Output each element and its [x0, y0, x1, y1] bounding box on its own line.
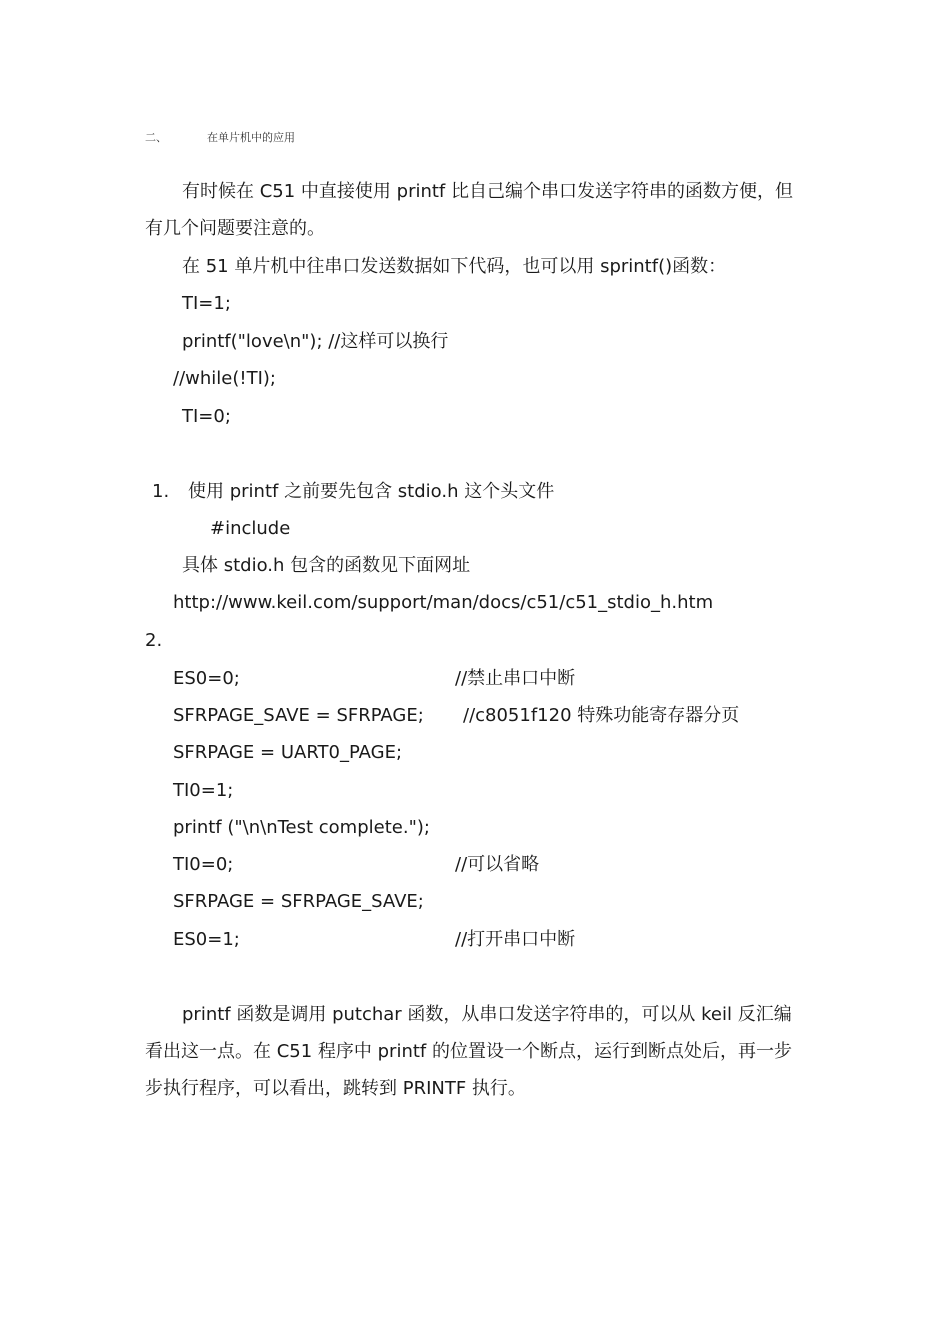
intro-line-1: 有时候在 C51 中直接使用 printf 比自己编个串口发送字符串的函数方便，但	[182, 181, 793, 202]
intro-line-2: 有几个问题要注意的。	[145, 218, 325, 239]
code1-line-2: printf("love\n"); //这样可以换行	[182, 331, 449, 352]
item2-code-stmt: SFRPAGE = UART0_PAGE;	[173, 742, 403, 763]
outro-line-1: printf 函数是调用 putchar 函数，从串口发送字符串的，可以从 keil 反汇编	[182, 1004, 792, 1025]
item2-code-comment: //打开串口中断	[455, 929, 576, 950]
item2-code-stmt: SFRPAGE = SFRPAGE_SAVE;	[173, 891, 424, 912]
code1-line-1: TI=1;	[182, 293, 231, 314]
item2-code-stmt: ES0=1;	[173, 929, 240, 950]
item1-text: 使用 printf 之前要先包含 stdio.h 这个头文件	[188, 481, 555, 502]
item2-code-stmt: printf ("\n\nTest complete.");	[173, 817, 430, 838]
section-number: 二、	[145, 131, 167, 144]
code1-line-3: //while(!TI);	[173, 368, 276, 389]
item2-number: 2.	[145, 630, 163, 651]
item2-code-comment: //c8051f120 特殊功能寄存器分页	[463, 705, 740, 726]
item2-code-stmt: TI0=0;	[173, 854, 234, 875]
item2-code-comment: //可以省略	[455, 854, 540, 875]
item1-number: 1.	[152, 481, 170, 502]
item2-code-stmt: ES0=0;	[173, 668, 240, 689]
intro-line-3: 在 51 单片机中往串口发送数据如下代码，也可以用 sprintf()函数：	[182, 256, 727, 277]
code1-line-4: TI=0;	[182, 406, 231, 427]
outro-line-3: 步执行程序，可以看出，跳转到 PRINTF 执行。	[145, 1078, 526, 1099]
item1-url: http://www.keil.com/support/man/docs/c51/c51_stdio_h.htm	[173, 592, 714, 613]
item2-code-comment: //禁止串口中断	[455, 668, 576, 689]
outro-line-2: 看出这一点。在 C51 程序中 printf 的位置设一个断点，运行到断点处后，再一步	[145, 1041, 792, 1062]
item1-include: #include	[210, 518, 291, 539]
section-title: 在单片机中的应用	[207, 131, 295, 144]
item2-code-stmt: TI0=1;	[173, 780, 234, 801]
item2-code-stmt: SFRPAGE_SAVE = SFRPAGE;	[173, 705, 424, 726]
item1-desc: 具体 stdio.h 包含的函数见下面网址	[182, 555, 471, 576]
